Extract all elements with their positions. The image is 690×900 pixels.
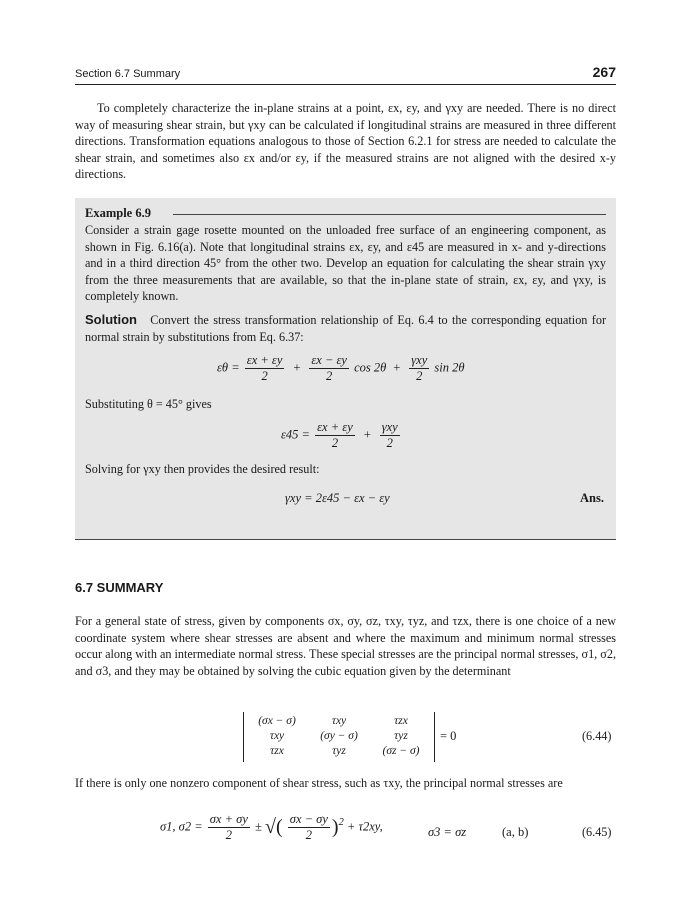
det-cell: (σx − σ)	[258, 715, 296, 727]
example-title-rule	[173, 214, 606, 215]
equation-result: γxy = 2ε45 − εx − εy	[285, 491, 390, 505]
eq645-plus-minus: ±	[255, 819, 262, 834]
eq645-lhs: σ1, σ2 =	[160, 819, 203, 834]
eq2-frac1-num: εx + εy	[317, 420, 353, 434]
solution-paragraph	[85, 312, 606, 345]
det-cell: τzx	[270, 745, 284, 757]
eq645-frac1-den: 2	[225, 828, 232, 842]
eq2-frac1-den: 2	[331, 436, 339, 450]
summary-paragraph-2: If there is only one nonzero component of shear stress, such as τxy, the principal normal stresses are	[75, 776, 563, 790]
det-cell: τxy	[331, 715, 347, 727]
example-box	[75, 198, 616, 540]
stress-determinant	[243, 712, 435, 762]
eq1-plus-1: +	[292, 360, 302, 375]
substituting-text: Substituting θ = 45° gives	[85, 397, 212, 411]
page-header	[75, 64, 616, 85]
example-title: Example 6.9	[85, 206, 151, 220]
eq1-sin-term: sin 2θ	[434, 360, 465, 375]
section-label: Section 6.7 Summary	[75, 68, 181, 80]
solution-label: Solution	[85, 312, 137, 327]
det-cell: τyz	[394, 730, 408, 742]
eq1-lhs: εθ =	[217, 360, 240, 375]
eq645-ab-label: (a, b)	[502, 825, 529, 839]
eq1-plus-2: +	[392, 360, 401, 375]
eq645-frac2-num: σx − σy	[289, 812, 328, 826]
eq1-frac2-den: 2	[326, 369, 333, 383]
eq1-frac1-num: εx + εy	[246, 353, 283, 367]
eq1-frac1-den: 2	[261, 369, 268, 383]
eq2-lhs: ε45 =	[281, 427, 310, 442]
eq645-sigma3: σ3 = σz	[428, 825, 467, 839]
eq1-frac3-den: 2	[416, 369, 423, 383]
answer-label: Ans.	[580, 491, 604, 505]
eq2-frac2-num: γxy	[381, 420, 398, 434]
equation-strain-transform	[217, 353, 465, 384]
solving-text: Solving for γxy then provides the desired result:	[85, 462, 320, 476]
summary-heading: 6.7 SUMMARY	[75, 580, 164, 595]
intro-paragraph: To completely characterize the in-plane strains at a point, εx, εy, and γxy are needed. There is no direct way of measuring shear strain, but γxy can be calculated if longitudinal strains are measured in three different directions. Transformation equations analogous to those of Section 6.2.1 for stress are needed to calculate the shear strain, and sometimes also εx and/or εy, if the measured strains are not aligned with the desired x-y directions.	[75, 101, 616, 182]
eq645-square: 2	[338, 817, 344, 829]
example-statement: Consider a strain gage rosette mounted on the unloaded free surface of an engineering component, as shown in Fig. 6.16(a). Note that longitudinal strains εx, εy, and ε45 are measured in x- and y-directions and in a third direction 45° from the other two. Develop an equation for calculating the shear strain γxy from the three measurements that are available, so that the in-plane state of strain, εx, εy, and γxy, is completely known.	[85, 223, 606, 304]
eq2-plus: +	[363, 427, 372, 442]
det-cell: (σy − σ)	[320, 730, 358, 742]
equation-number-644: (6.44)	[582, 729, 612, 743]
eq645-frac1-num: σx + σy	[209, 812, 248, 826]
det-rhs: = 0	[440, 729, 457, 743]
page-number: 267	[592, 64, 616, 80]
eq645-frac2-den: 2	[305, 828, 312, 842]
eq2-frac2-den: 2	[386, 436, 393, 450]
eq1-cos-term: cos 2θ	[354, 360, 387, 375]
eq645-tau-term: + τ2xy,	[346, 819, 383, 834]
equation-number-645: (6.45)	[582, 825, 612, 839]
det-cell: τzx	[394, 715, 408, 727]
solution-text: Convert the stress transformation relationship of Eq. 6.4 to the corresponding equation for normal strain by substitutions from Eq. 6.37:	[85, 313, 607, 344]
det-cell: (σz − σ)	[382, 745, 420, 757]
summary-paragraph-1: For a general state of stress, given by components σx, σy, σz, τxy, τyz, and τzx, there is one choice of a new coordinate system where shear stresses are absent and where the maximum and minimum normal stresses occur along with an intermediate normal stress. These special stresses are the principal normal stresses, σ1, σ2, and σ3, and they may be obtained by solving the cubic equation given by the determinant	[75, 614, 616, 678]
equation-principal-stresses: σ1, σ2 = $\frac{\sigma x + \sigma y}{2}$ ± √( $\frac{\sigma x - \sigma y}{2}$ )$^2$ + τ2xy,	[160, 812, 383, 842]
eq1-frac3-num: γxy	[411, 353, 428, 367]
det-cell: τxy	[269, 730, 285, 742]
det-cell: τyz	[332, 745, 346, 757]
equation-strain-45	[281, 420, 402, 451]
eq1-frac2-num: εx − εy	[311, 353, 347, 367]
